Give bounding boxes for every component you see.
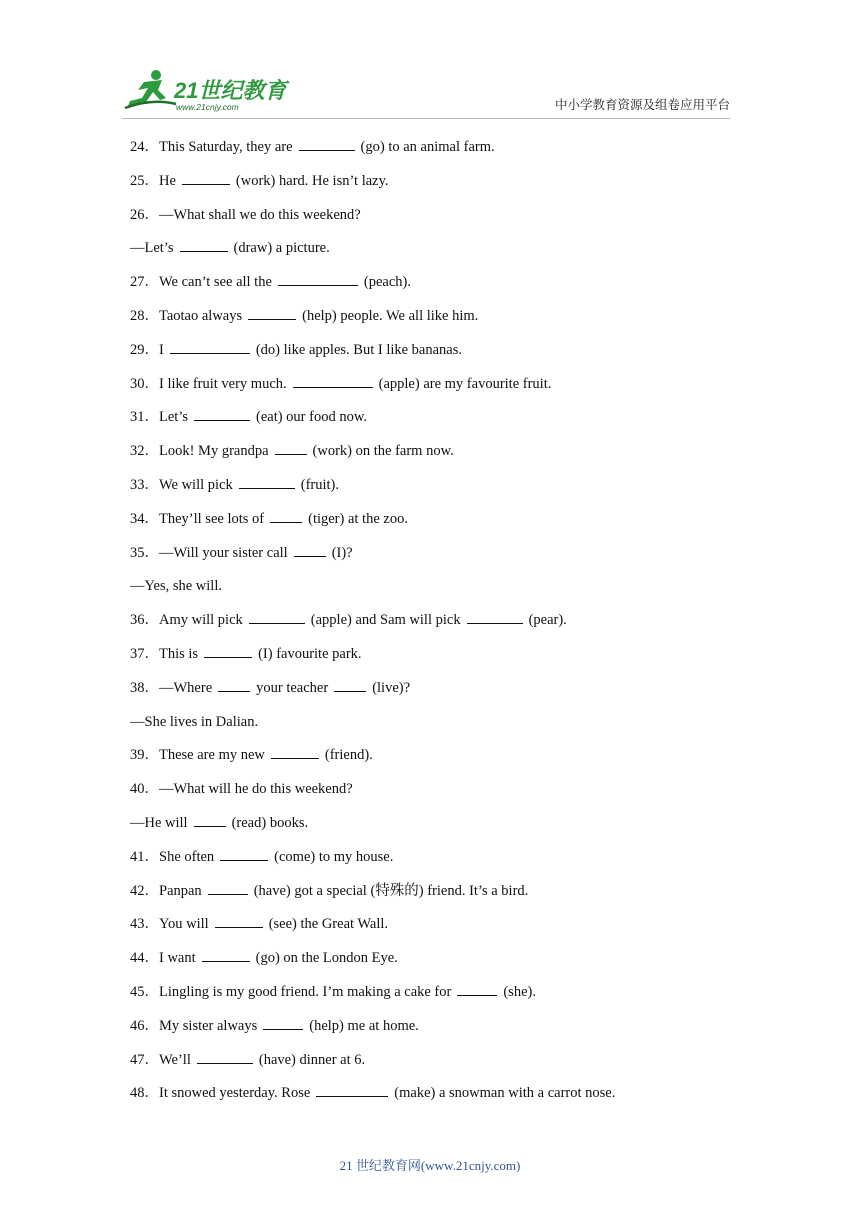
- answer-blank[interactable]: [294, 541, 326, 557]
- question-line: [130, 574, 750, 608]
- question-text: We can’t see all the: [159, 274, 272, 291]
- question-number: 36．: [130, 612, 159, 629]
- question-number: 25．: [130, 172, 159, 189]
- question-line: [130, 236, 750, 270]
- answer-blank[interactable]: [202, 946, 250, 962]
- question-number: 32．: [130, 443, 159, 460]
- question-number: 40．: [130, 781, 159, 798]
- runner-icon: [125, 70, 176, 108]
- question-number: 48．: [130, 1085, 159, 1102]
- question-text: (apple) and Sam will pick: [310, 612, 461, 629]
- question-text: (come) to my house.: [274, 848, 394, 865]
- question-text: (have) dinner at 6.: [258, 1051, 366, 1068]
- question-text: (draw) a picture.: [233, 240, 330, 257]
- question-number: 31．: [130, 409, 159, 426]
- question-number: 29．: [130, 341, 159, 358]
- question-text: Look! My grandpa: [159, 443, 269, 460]
- question-text: (do) like apples. But I like bananas.: [255, 341, 463, 358]
- question-line: [130, 1048, 750, 1082]
- answer-blank[interactable]: [270, 507, 302, 523]
- question-text: —Let’s: [130, 240, 174, 257]
- question-text: We’ll: [159, 1051, 191, 1068]
- question-line: [130, 710, 750, 744]
- page-footer: 21 世纪教育网(www.21cnjy.com): [339, 1158, 521, 1173]
- question-number: 45．: [130, 983, 159, 1000]
- question-text: (she).: [503, 983, 536, 1000]
- question-text: (friend).: [324, 747, 373, 764]
- answer-blank[interactable]: [239, 473, 295, 489]
- question-line: [130, 507, 750, 541]
- question-line: [130, 541, 750, 575]
- question-line: [130, 372, 750, 406]
- question-text: (go) on the London Eye.: [255, 950, 398, 967]
- question-text: Taotao always: [159, 307, 243, 324]
- answer-blank[interactable]: [204, 642, 252, 658]
- question-text: (help) people. We all like him.: [302, 307, 479, 324]
- question-line: [130, 743, 750, 777]
- question-text: —Yes, she will.: [130, 578, 222, 595]
- answer-blank[interactable]: [248, 304, 296, 320]
- answer-blank[interactable]: [299, 135, 355, 151]
- question-number: 46．: [130, 1017, 159, 1034]
- answer-blank[interactable]: [278, 270, 358, 286]
- question-text: I like fruit very much.: [159, 375, 287, 392]
- question-text: (pear).: [528, 612, 567, 629]
- question-text: Let’s: [159, 409, 188, 426]
- svg-text:21世纪教育: 21世纪教育: [174, 78, 287, 103]
- question-number: 37．: [130, 645, 159, 662]
- question-text: —She lives in Dalian.: [130, 713, 259, 730]
- question-text: (see) the Great Wall.: [268, 916, 389, 933]
- question-number: 27．: [130, 274, 159, 291]
- question-line: [130, 203, 750, 237]
- answer-blank[interactable]: [218, 676, 250, 692]
- question-line: [130, 405, 750, 439]
- question-text: (make) a snowman with a carrot nose.: [394, 1085, 616, 1102]
- answer-blank[interactable]: [197, 1048, 253, 1064]
- question-text: We will pick: [159, 476, 233, 493]
- question-text: He: [159, 172, 176, 189]
- answer-blank[interactable]: [208, 879, 248, 895]
- question-line: [130, 135, 750, 169]
- question-line: [130, 879, 750, 913]
- question-list: [130, 135, 750, 1115]
- question-text: —Will your sister call: [159, 544, 288, 561]
- question-line: [130, 642, 750, 676]
- question-text: —What will he do this weekend?: [159, 781, 353, 798]
- question-text: (tiger) at the zoo.: [308, 510, 408, 527]
- answer-blank[interactable]: [334, 676, 366, 692]
- question-text: This Saturday, they are: [159, 139, 293, 155]
- question-number: 24．: [130, 139, 159, 155]
- question-text: She often: [159, 848, 215, 865]
- question-number: 34．: [130, 510, 159, 527]
- question-line: [130, 338, 750, 372]
- question-number: 28．: [130, 307, 159, 324]
- question-text: (I)?: [331, 544, 353, 561]
- site-logo: [122, 68, 292, 114]
- answer-blank[interactable]: [215, 912, 263, 928]
- question-text: —What shall we do this weekend?: [159, 206, 361, 223]
- answer-blank[interactable]: [467, 608, 523, 624]
- answer-blank[interactable]: [275, 439, 307, 455]
- question-line: [130, 169, 750, 203]
- question-line: [130, 676, 750, 710]
- answer-blank[interactable]: [220, 845, 268, 861]
- question-line: [130, 811, 750, 845]
- question-text: They’ll see lots of: [159, 510, 265, 527]
- question-line: [130, 304, 750, 338]
- answer-blank[interactable]: [316, 1081, 388, 1097]
- question-line: [130, 270, 750, 304]
- question-text: Lingling is my good friend. I’m making a cake for: [159, 983, 452, 1000]
- header-divider: [122, 118, 730, 119]
- question-number: 47．: [130, 1051, 159, 1068]
- answer-blank[interactable]: [180, 236, 228, 252]
- question-text: I: [159, 341, 164, 358]
- answer-blank[interactable]: [170, 338, 250, 354]
- question-line: [130, 473, 750, 507]
- question-text: I want: [159, 950, 196, 967]
- question-text: (fruit).: [300, 476, 339, 493]
- question-text: (read) books.: [231, 814, 309, 831]
- platform-tagline: 中小学教育资源及组卷应用平台: [554, 97, 730, 112]
- question-text: Panpan: [159, 882, 202, 899]
- answer-blank[interactable]: [271, 743, 319, 759]
- answer-blank[interactable]: [249, 608, 305, 624]
- question-line: [130, 439, 750, 473]
- question-text: (live)?: [372, 679, 411, 696]
- question-text: These are my new: [159, 747, 265, 764]
- page-header: [0, 0, 860, 124]
- question-number: 30．: [130, 375, 159, 392]
- question-number: 26．: [130, 206, 159, 223]
- question-number: 44．: [130, 950, 159, 967]
- question-line: [130, 980, 750, 1014]
- question-text: (work) on the farm now.: [312, 443, 454, 460]
- question-number: 38．: [130, 679, 159, 696]
- question-line: [130, 845, 750, 879]
- question-text: (have) got a special (特殊的) friend. It’s a bird.: [253, 882, 529, 899]
- question-number: 39．: [130, 747, 159, 764]
- question-text: (I) favourite park.: [258, 645, 362, 662]
- question-text: (peach).: [363, 274, 411, 291]
- question-text: It snowed yesterday. Rose: [159, 1085, 311, 1102]
- question-line: [130, 608, 750, 642]
- answer-blank[interactable]: [263, 1014, 303, 1030]
- answer-blank[interactable]: [293, 372, 373, 388]
- question-text: (apple) are my favourite fruit.: [378, 375, 552, 392]
- question-line: [130, 1014, 750, 1048]
- question-text: —Where: [159, 679, 213, 696]
- question-number: 33．: [130, 476, 159, 493]
- question-text: My sister always: [159, 1017, 258, 1034]
- question-number: 41．: [130, 848, 159, 865]
- question-text: You will: [159, 916, 209, 933]
- answer-blank[interactable]: [182, 169, 230, 185]
- question-text: (eat) our food now.: [256, 409, 367, 426]
- question-number: 43．: [130, 916, 159, 933]
- question-text: (work) hard. He isn’t lazy.: [235, 172, 389, 189]
- question-number: 35．: [130, 544, 159, 561]
- answer-blank[interactable]: [194, 405, 250, 421]
- question-text: (help) me at home.: [309, 1017, 419, 1034]
- question-text: Amy will pick: [159, 612, 243, 629]
- question-line: [130, 777, 750, 811]
- question-text: This is: [159, 645, 199, 662]
- question-line: [130, 912, 750, 946]
- question-number: 42．: [130, 882, 159, 899]
- answer-blank[interactable]: [194, 811, 226, 827]
- question-text: your teacher: [256, 679, 329, 696]
- svg-text:www.21cnjy.com: www.21cnjy.com: [176, 102, 239, 112]
- answer-blank[interactable]: [457, 980, 497, 996]
- question-line: [130, 946, 750, 980]
- question-text: —He will: [130, 814, 188, 831]
- question-text: (go) to an animal farm.: [360, 139, 495, 155]
- question-line: [130, 1081, 750, 1115]
